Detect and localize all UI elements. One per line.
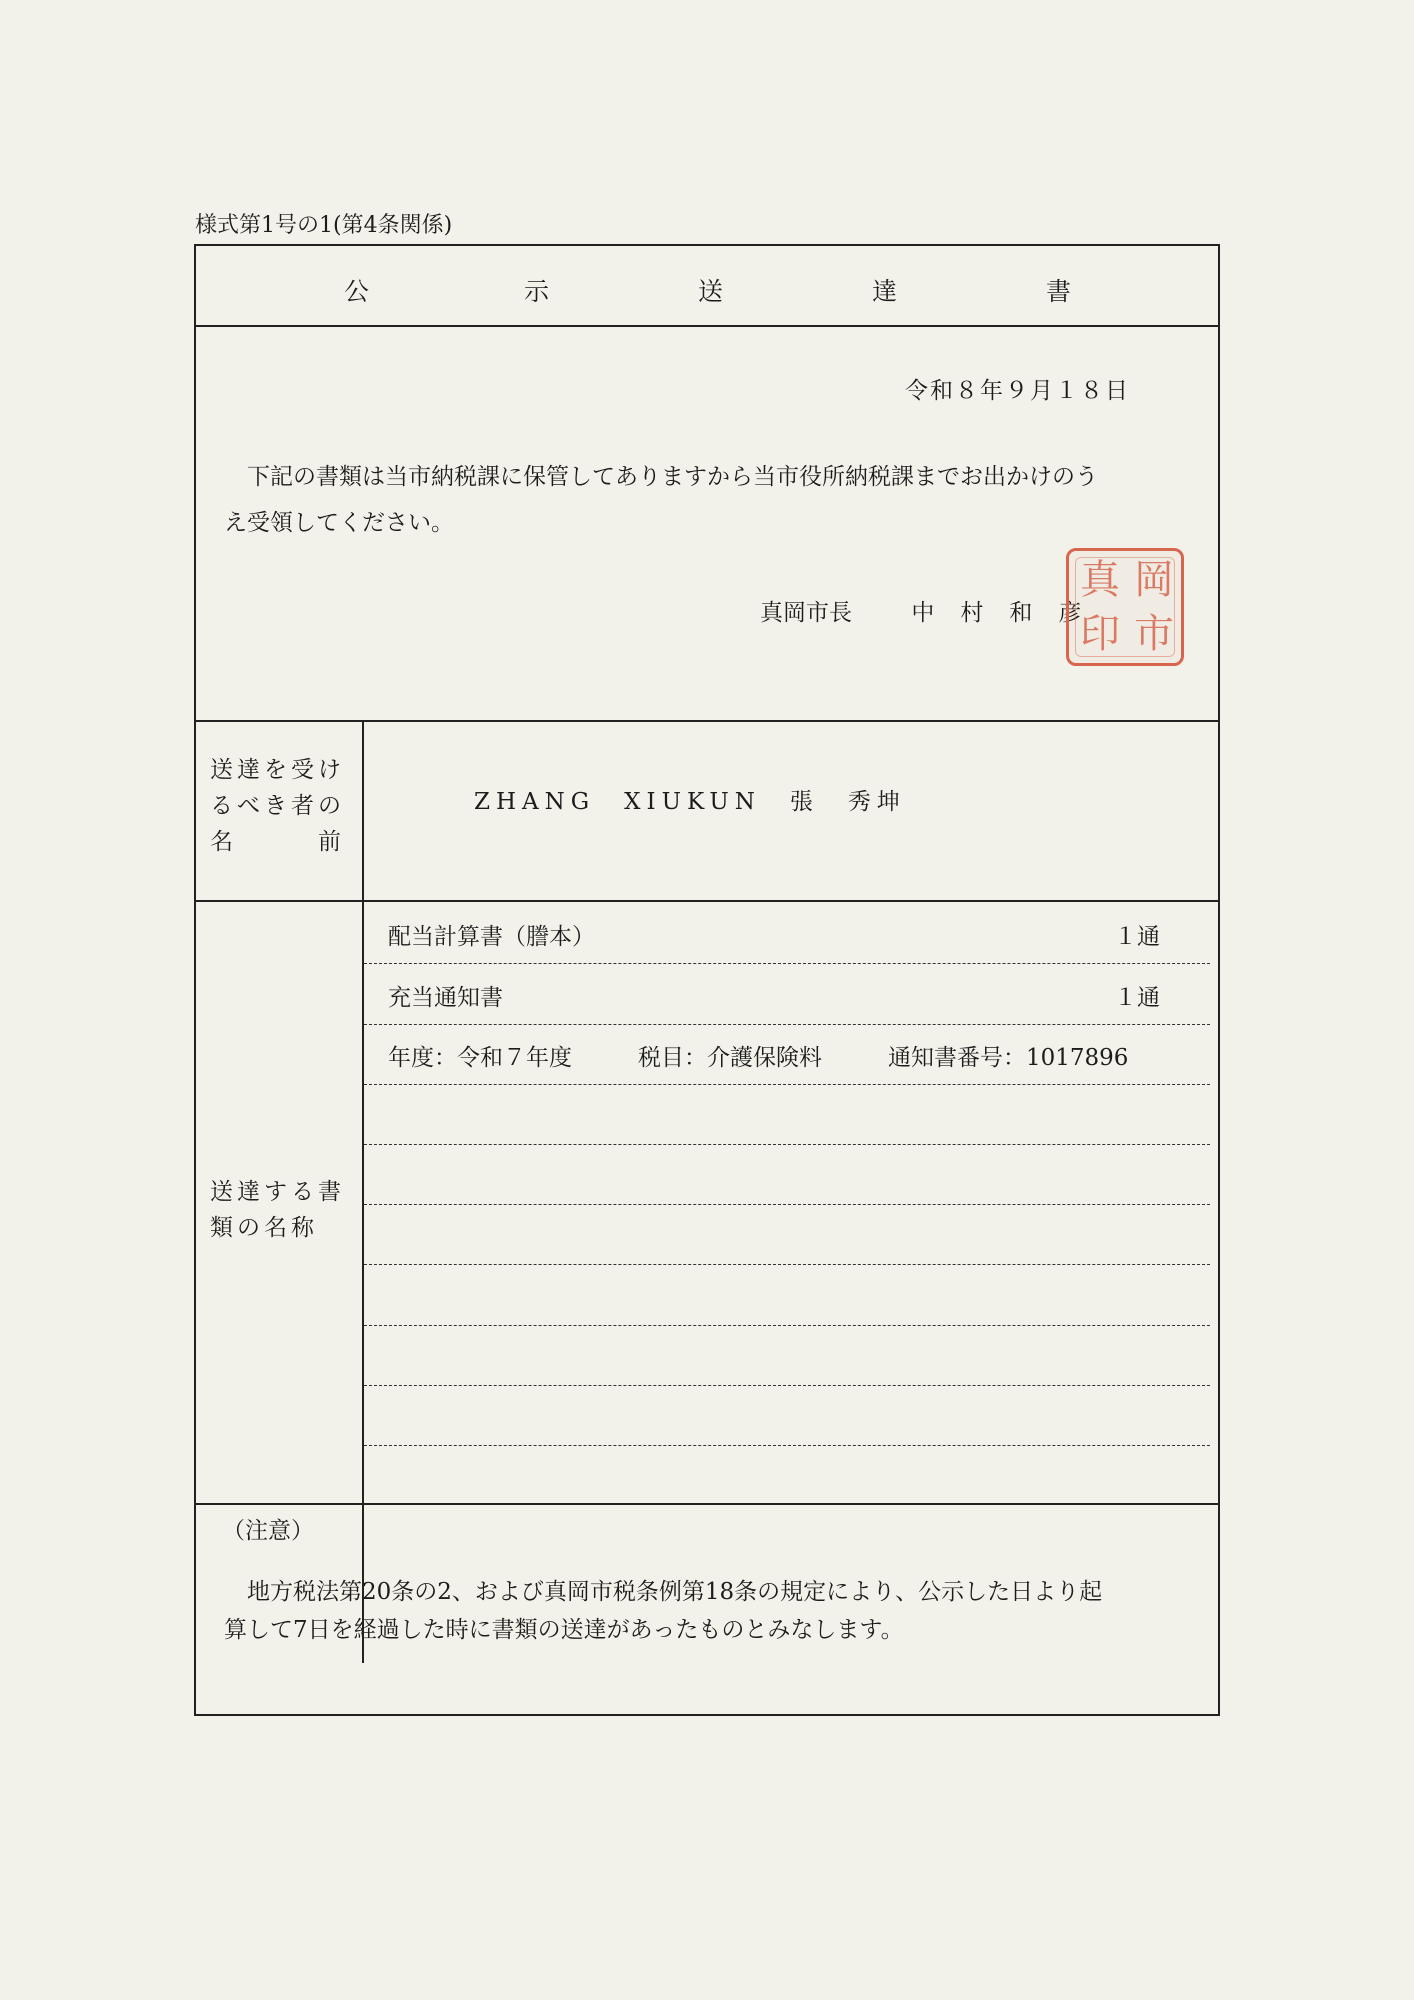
notice-number: 通知書番号：1017896 bbox=[888, 1045, 1129, 1071]
recipient-label bbox=[210, 752, 345, 860]
label-line: 類の名称 bbox=[210, 1215, 318, 1241]
signer bbox=[760, 594, 1107, 627]
divider bbox=[196, 1503, 1218, 1505]
recipient-name: ZHANG XIUKUN 張 秀坤 bbox=[474, 789, 906, 815]
fiscal-year: 年度：令和７年度 bbox=[388, 1045, 572, 1071]
body-line: え受領してください。 bbox=[224, 510, 454, 536]
label-line: るべき者の bbox=[210, 793, 345, 819]
dashed-rule bbox=[364, 1325, 1210, 1326]
seal-char: 真 bbox=[1080, 557, 1120, 603]
title-char: 書 bbox=[1046, 277, 1072, 306]
signer-name: 中村和彦 bbox=[911, 600, 1108, 626]
divider bbox=[196, 325, 1218, 327]
document-item-name: 配当計算書（謄本） bbox=[388, 924, 595, 950]
seal-char: 印 bbox=[1080, 611, 1120, 657]
dashed-rule bbox=[364, 1385, 1210, 1386]
signer-title: 真岡市長 bbox=[760, 600, 852, 626]
body-line: 下記の書類は当市納税課に保管してありますから当市役所納税課までお出かけのう bbox=[247, 464, 1098, 490]
label-line: 名 前 bbox=[210, 829, 345, 855]
notice-date: 令和８年９月１８日 bbox=[905, 378, 1130, 404]
form-title bbox=[196, 246, 1218, 325]
notice-form bbox=[194, 244, 1220, 1716]
dashed-rule bbox=[364, 1264, 1210, 1265]
title-char: 公 bbox=[344, 277, 370, 306]
seal-char: 市 bbox=[1134, 611, 1174, 657]
title-char: 達 bbox=[872, 277, 898, 306]
label-line: 送達する書 bbox=[210, 1179, 345, 1205]
document-item-count: １通 bbox=[1114, 924, 1160, 950]
notice-body bbox=[224, 454, 1184, 546]
title-char: 送 bbox=[698, 277, 724, 306]
divider bbox=[196, 900, 1218, 902]
title-char: 示 bbox=[524, 277, 550, 306]
dashed-rule bbox=[364, 1445, 1210, 1446]
column-divider bbox=[362, 720, 364, 1663]
documents-label bbox=[210, 1174, 345, 1246]
dashed-rule bbox=[364, 963, 1210, 964]
notes-body bbox=[224, 1573, 1184, 1649]
tax-item: 税目：介護保険料 bbox=[638, 1045, 822, 1071]
seal-char: 岡 bbox=[1134, 557, 1174, 603]
form-reference: 様式第1号の1(第4条関係) bbox=[195, 213, 453, 238]
document-item-name: 充当通知書 bbox=[388, 985, 503, 1011]
notes-heading: （注意） bbox=[222, 1518, 314, 1544]
dashed-rule bbox=[364, 1144, 1210, 1145]
document-item-count: １通 bbox=[1114, 985, 1160, 1011]
dashed-rule bbox=[364, 1204, 1210, 1205]
official-seal bbox=[1066, 548, 1184, 666]
note-line: 算して7日を経過した時に書類の送達があったものとみなします。 bbox=[224, 1617, 904, 1643]
dashed-rule bbox=[364, 1084, 1210, 1085]
divider bbox=[196, 720, 1218, 722]
label-line: 送達を受け bbox=[210, 757, 345, 783]
note-line: 地方税法第20条の2、および真岡市税条例第18条の規定により、公示した日より起 bbox=[247, 1579, 1103, 1605]
dashed-rule bbox=[364, 1024, 1210, 1025]
